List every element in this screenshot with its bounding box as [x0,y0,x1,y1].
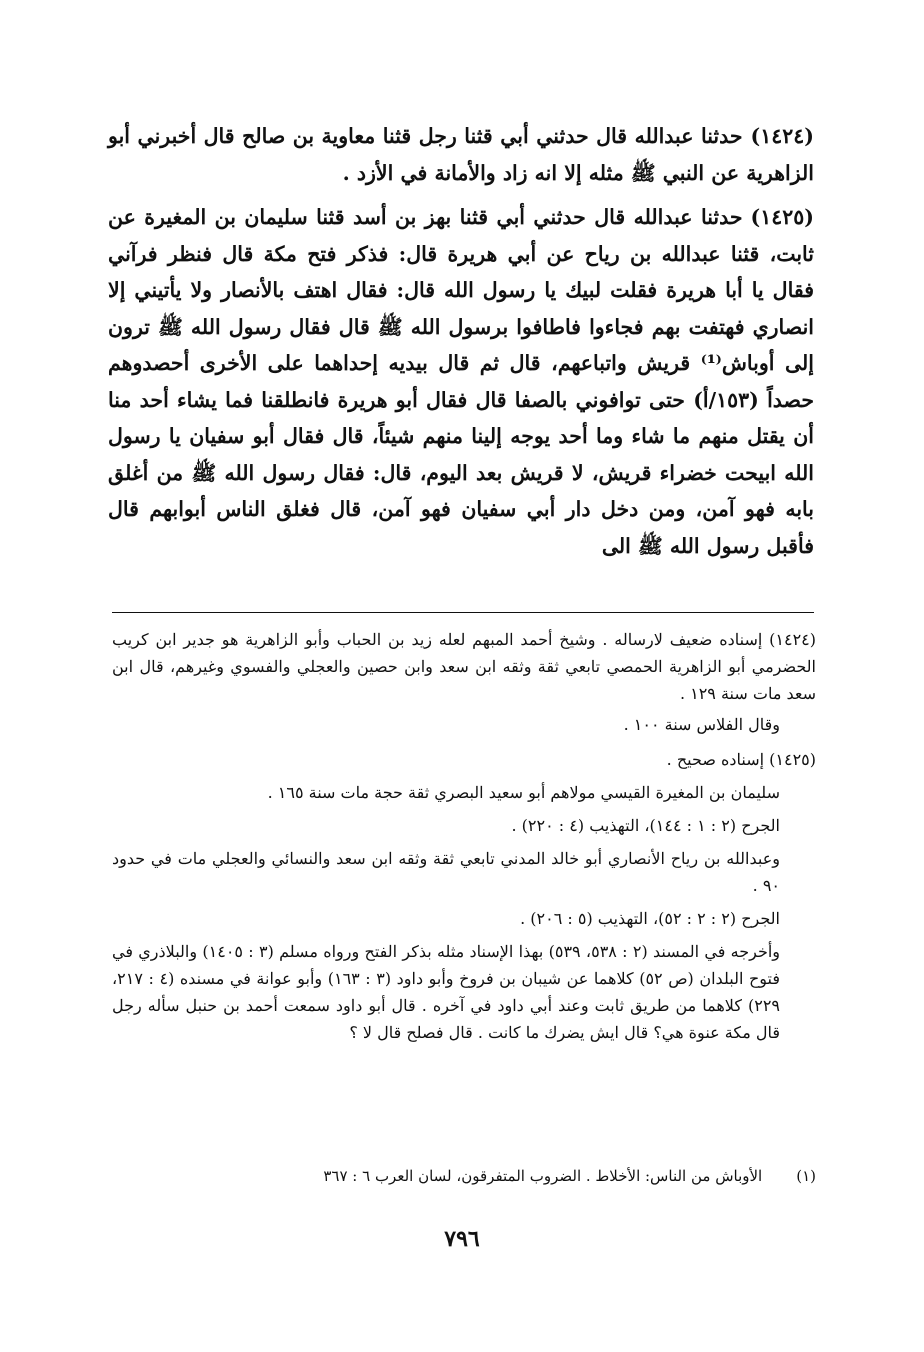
note-1424-isnad: (١٤٢٤) إسناده ضعيف لارساله . وشيخ أحمد المبهم لعله زيد بن الحباب وأبو الزاهرية هو جدير ابن كريب الحضرمي أبو الزاهرية الحمصي تابعي ثقة وثقه ابن سعد وابن حصين والعجلي والفسوي وغيرهم، قال ابن سعد مات سنة ١٢٩ . [112,630,816,703]
footnote-marker: (١) [796,1167,816,1185]
hadith-paragraph-1425 [108,199,814,564]
note-1425-abdullah-refs: الجرح (٢ : ٢ : ٥٢)، التهذيب (٥ : ٢٠٦) . [520,909,780,928]
hadith-number-1425: (١٤٢٥) [750,205,814,229]
hadith-text-1424: حدثنا عبدالله قال حدثني أبي قثنا رجل قثنا معاوية بن صالح قال أخبرني أبو الزاهرية عن النبي ﷺ مثله إلا انه زاد والأمانة في الأزد . [108,124,814,185]
footnote-divider [112,612,814,613]
note-1425-sulaiman-refs: الجرح (٢ : ١ : ١٤٤)، التهذيب (٤ : ٢٢٠) . [511,816,780,835]
note-1425-abdullah: وعبدالله بن رياح الأنصاري أبو خالد المدني تابعي ثقة وثقه ابن سعد والنسائي والعجلي مات في حدود ٩٠ . [112,849,780,895]
hadith-text-1425: حدثنا عبدالله قال حدثني أبي قثنا بهز بن أسد قثنا سليمان بن المغيرة عن ثابت، قثنا عبدالله بن رياح عن أبي هريرة قال: فذكر فتح مكة قال فنظر فرآني فقال يا أبا هريرة فقلت لبيك يا رسول الله قال: فقال اهتف بالأنصار ولا يأتيني إلا انصاري فهتفت بهم فجاءوا فاطافوا برسول الله ﷺ قال فقال رسول الله ﷺ ترون إلى أوباش⁽¹⁾ قريش واتباعهم، قال ثم قال بيديه إحداهما على الأخرى أحصدوهم حصداً (١٥٣/أ) حتى توافوني بالصفا قال فقال أبو هريرة فانطلقنا فما يشاء أحد منا أن يقتل منهم ما شاء وما أحد يوجه إلينا منهم شيئاً، قال فقال أبو سفيان يا رسول الله ابيحت خضراء قريش، لا قريش بعد اليوم، قال: فقال رسول الله ﷺ من أغلق بابه فهو آمن، ومن دخل دار أبي سفيان فهو آمن، قال فغلق الناس أبوابهم قال فأقبل رسول الله ﷺ الى [108,205,815,558]
commentary-notes [112,626,816,1052]
note-1425-sulaiman: سليمان بن المغيرة القيسي مولاهم أبو سعيد البصري ثقة حجة مات سنة ١٦٥ . [267,783,780,802]
page-number: ٧٩٦ [444,1226,480,1252]
main-text-body [108,118,814,572]
hadith-number-1424: (١٤٢٤) [750,124,814,148]
footnote-text: الأوباش من الناس: الأخلاط . الضروب المتفرقون، لسان العرب ٦ : ٣٦٧ [323,1167,763,1185]
hadith-paragraph-1424 [108,118,814,191]
note-1424-fallas: وقال الفلاس سنة ١٠٠ . [623,715,780,734]
note-1425-isnad: (١٤٢٥) إسناده صحيح . [666,750,816,769]
note-1425-takhrij: وأخرجه في المسند (٢ : ٥٣٨، ٥٣٩) بهذا الإسناد مثله بذكر الفتح ورواه مسلم (٣ : ١٤٠٥) والبلاذري في فتوح البلدان (ص ٥٢) كلاهما عن شيبان بن فروخ وأبو داود (٣ : ١٦٣) وأبو عوانة في مسنده (٤ : ٢١٧، ٢٢٩) كلاهما من طريق ثابت وعند أبي داود في آخره . قال أبو داود سمعت أحمد بن حنبل سأله رجل قال مكة عنوة هي؟ قال ايش يضرك ما كانت . قال فصلح قال لا ؟ [112,942,781,1042]
footnote [112,1164,816,1188]
